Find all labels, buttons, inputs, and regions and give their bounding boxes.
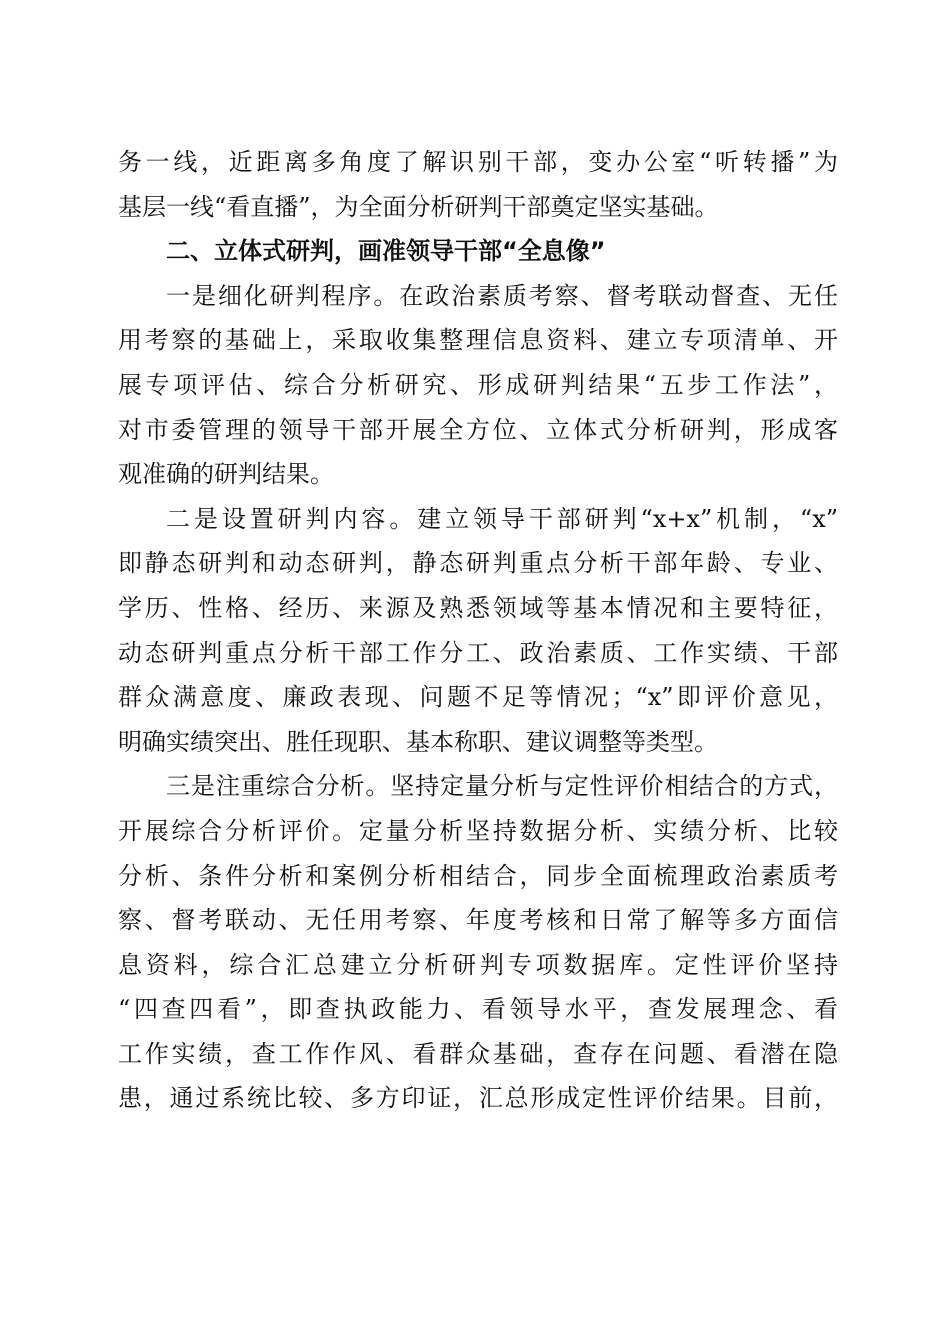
text-line: 展专项评估、综合分析研究、形成研判结果“五步工作法”，	[118, 370, 838, 399]
text-line: 患，通过系统比较、多方印证，汇总形成定性评价结果。目前，	[118, 1084, 838, 1113]
section-heading: 二、立体式研判，画准领导干部“全息像”	[166, 237, 606, 266]
text-line: 一是细化研判程序。在政治素质考察、督考联动督查、无任	[166, 281, 838, 310]
text-line: 明确实绩突出、胜任现职、基本称职、建议调整等类型。	[118, 727, 718, 756]
text-line: 观准确的研判结果。	[118, 460, 334, 489]
text-line: 即静态研判和动态研判，静态研判重点分析干部年龄、专业、	[118, 549, 838, 578]
text-line: 群众满意度、廉政表现、问题不足等情况；“x”即评价意见，	[118, 683, 838, 712]
text-line: 息资料，综合汇总建立分析研判专项数据库。定性评价坚持	[118, 950, 838, 979]
paragraph-set-content	[118, 497, 838, 765]
text-line: 分析、条件分析和案例分析相结合，同步全面梳理政治素质考	[118, 861, 838, 890]
paragraph-refine-procedure	[118, 274, 838, 497]
text-line: 察、督考联动、无任用考察、年度考核和日常了解等多方面信	[118, 906, 838, 935]
text-line: 对市委管理的领导干部开展全方位、立体式分析研判，形成客	[118, 415, 838, 444]
paragraph-comprehensive-analysis	[118, 764, 838, 1121]
paragraph-intro-continuation	[118, 140, 838, 229]
text-line: 务一线，近距离多角度了解识别干部，变办公室“听转播”为	[118, 148, 838, 176]
text-line: 用考察的基础上，采取收集整理信息资料、建立专项清单、开	[118, 326, 838, 355]
text-line: 动态研判重点分析干部工作分工、政治素质、工作实绩、干部	[118, 638, 838, 667]
text-line: 学历、性格、经历、来源及熟悉领域等基本情况和主要特征，	[118, 593, 838, 622]
text-line: 二是设置研判内容。建立领导干部研判“x+x”机制，“x”	[166, 504, 838, 533]
document-body	[118, 140, 838, 1121]
text-line: 开展综合分析评价。定量分析坚持数据分析、实绩分析、比较	[118, 816, 838, 845]
text-line: 基层一线“看直播”，为全面分析研判干部奠定坚实基础。	[118, 192, 719, 221]
text-line: “四查四看”，即查执政能力、看领导水平，查发展理念、看	[118, 995, 838, 1024]
text-line: 工作实绩，查工作作风、看群众基础，查存在问题、看潜在隐	[118, 1039, 838, 1068]
text-line: 三是注重综合分析。坚持定量分析与定性评价相结合的方式，	[166, 772, 838, 801]
